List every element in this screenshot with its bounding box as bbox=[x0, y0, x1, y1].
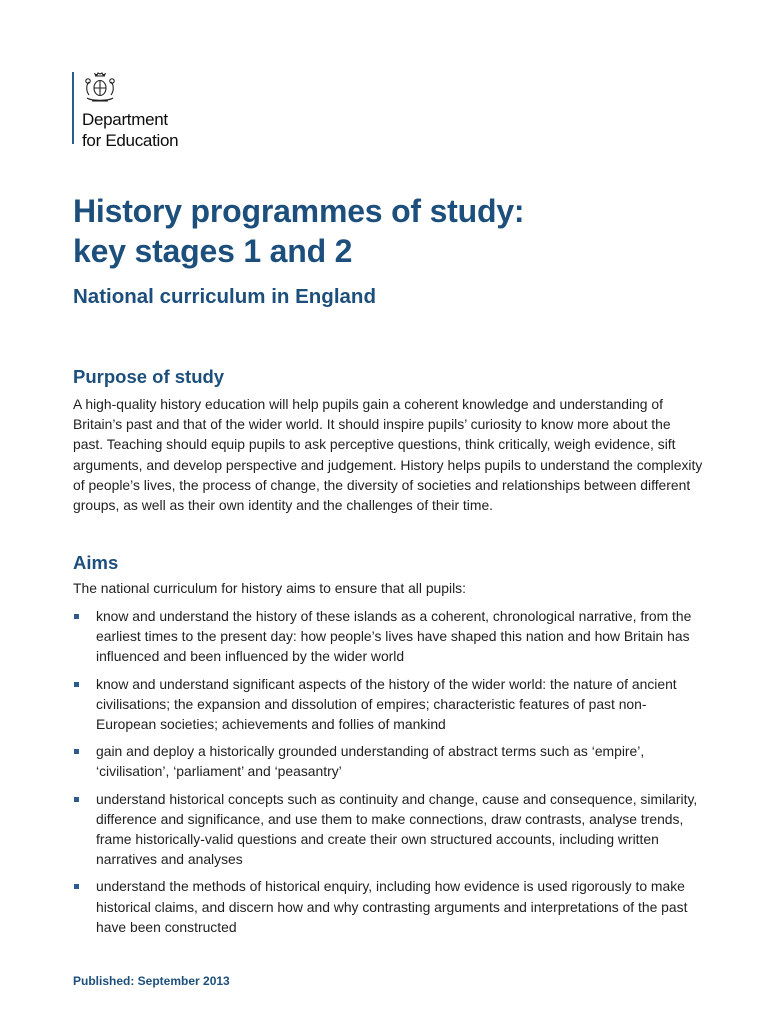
list-item-text: understand historical concepts such as continuity and change, cause and consequence, similarity, difference and significance, and use them to make connections, draw contrasts, analyse trends, frame historically-valid questions and create their own structured accounts, including written narratives and analyses bbox=[96, 790, 698, 868]
department-name-line1: Department bbox=[82, 110, 168, 129]
department-logo bbox=[72, 72, 179, 150]
purpose-heading: Purpose of study bbox=[73, 366, 225, 387]
aims-list bbox=[73, 606, 703, 944]
bullet-square-icon bbox=[74, 614, 79, 619]
list-item bbox=[73, 876, 703, 937]
page-title-line2: key stages 1 and 2 bbox=[73, 233, 353, 269]
list-item-text: gain and deploy a historically grounded understanding of abstract terms such as ‘empire’, ‘civilisation’, ‘parliament’ and ‘peasantry’ bbox=[96, 743, 645, 780]
bullet-square-icon bbox=[74, 682, 79, 687]
aims-heading: Aims bbox=[73, 552, 119, 573]
list-item-text: understand the methods of historical enquiry, including how evidence is used rigorously to make historical claims, and discern how and why contrasting arguments and interpretations of the past have been constructed bbox=[96, 878, 688, 935]
list-item-text: know and understand significant aspects of the history of the wider world: the nature of ancient civilisations; the expansion and dissolution of empires; characteristic features of past non-European societies; achievements and follies of mankind bbox=[96, 675, 677, 733]
page-subtitle: National curriculum in England bbox=[73, 285, 376, 308]
bullet-square-icon bbox=[74, 749, 79, 754]
list-item-text: know and understand the history of these islands as a coherent, chronological narrative, from the earliest times to the present day: how people’s lives have shaped this nation and how Britain has influenced and been influenced by the wider world bbox=[96, 608, 692, 665]
list-item bbox=[73, 674, 703, 735]
list-item bbox=[73, 606, 703, 667]
aims-intro: The national curriculum for history aims to ensure that all pupils: bbox=[73, 580, 466, 596]
page-title-line1: History programmes of study: bbox=[73, 193, 525, 229]
bullet-square-icon bbox=[74, 884, 79, 889]
published-date: Published: September 2013 bbox=[73, 974, 230, 988]
bullet-square-icon bbox=[74, 797, 79, 802]
department-name-line2: for Education bbox=[82, 131, 179, 150]
royal-crest-icon bbox=[83, 72, 117, 104]
page-title bbox=[73, 191, 524, 271]
list-item bbox=[73, 789, 703, 870]
list-item bbox=[73, 741, 703, 781]
purpose-paragraph: A high-quality history education will help pupils gain a coherent knowledge and understanding of Britain’s past and that of the wider world. It should inspire pupils’ curiosity to know more about the past. Teaching should equip pupils to ask perceptive questions, think critically, weigh evidence, sift arguments, and develop perspective and judgement. History helps pupils to understand the complexity of people’s lives, the process of change, the diversity of societies and relationships between different groups, as well as their own identity and the challenges of their time. bbox=[73, 396, 703, 514]
